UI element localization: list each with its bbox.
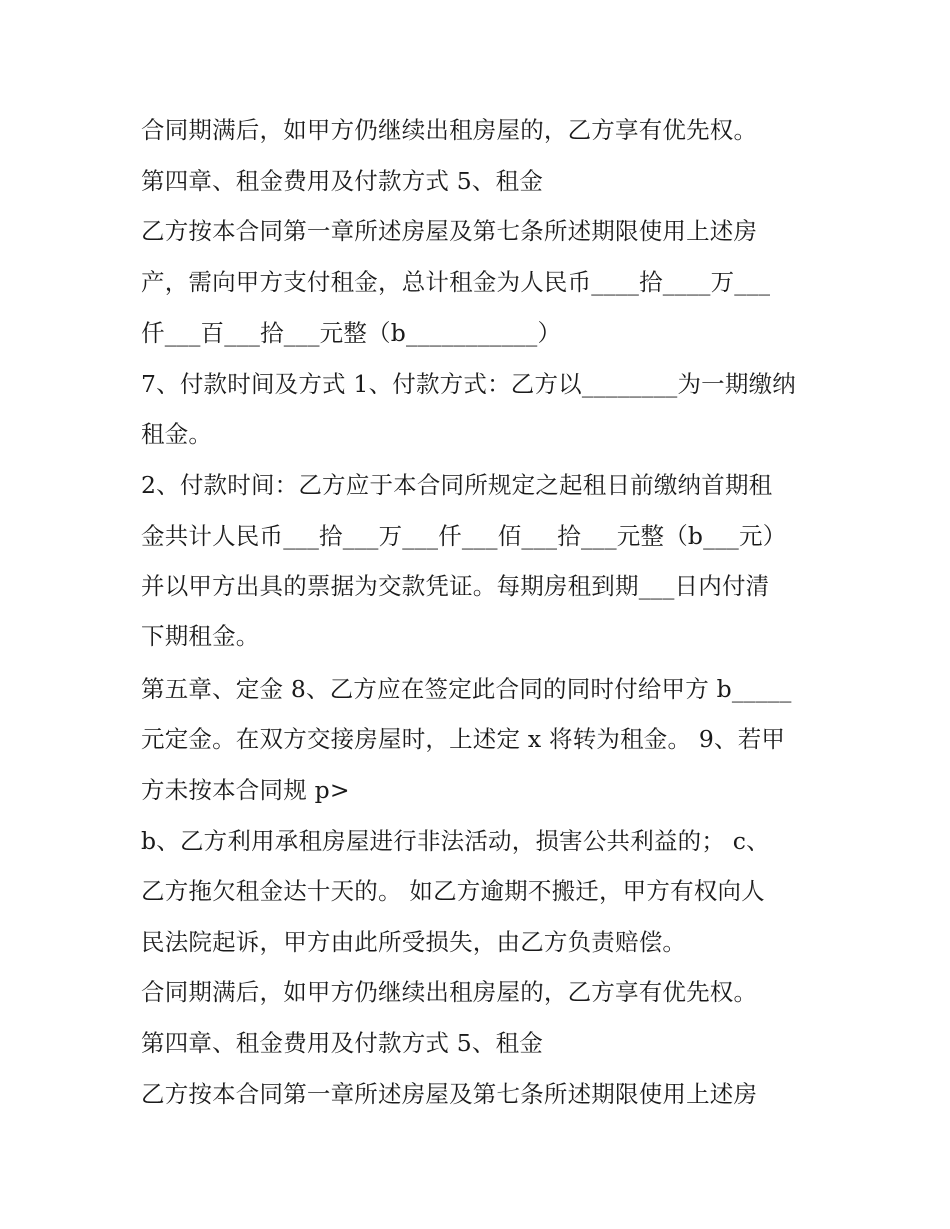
- text-line: 并以甲方出具的票据为交款凭证。每期房租到期___日内付清: [141, 572, 770, 600]
- text-line: b、乙方利用承租房屋进行非法活动，损害公共利益的； c、: [141, 827, 770, 855]
- text-line: 仟___百___拾___元整（b___________）: [141, 319, 562, 347]
- text-line: 合同期满后，如甲方仍继续出租房屋的，乙方享有优先权。: [141, 978, 758, 1006]
- text-line: 第四章、租金费用及付款方式 5、租金: [141, 1029, 544, 1057]
- text-line: 民法院起诉，甲方由此所受损失，由乙方负责赔偿。: [141, 928, 687, 956]
- text-line: 7、付款时间及方式 1、付款方式：乙方以________为一期缴纳: [141, 370, 796, 398]
- text-line: 租金。: [141, 420, 213, 448]
- text-line: 产，需向甲方支付租金，总计租金为人民币____拾____万___: [141, 268, 771, 296]
- text-line: 乙方拖欠租金达十天的。 如乙方逾期不搬迁，甲方有权向人: [141, 877, 765, 905]
- text-line: 元定金。在双方交接房屋时，上述定 x 将转为租金。 9、若甲: [141, 725, 786, 753]
- text-line: 金共计人民币___拾___万___仟___佰___拾___元整（b___元）: [141, 522, 787, 550]
- text-line: 下期租金。: [141, 622, 260, 650]
- text-line: 乙方按本合同第一章所述房屋及第七条所述期限使用上述房: [141, 217, 758, 245]
- text-line: 第五章、定金 8、乙方应在签定此合同的同时付给甲方 b_____: [141, 675, 792, 703]
- text-line: 第四章、租金费用及付款方式 5、租金: [141, 167, 544, 195]
- text-line: 乙方按本合同第一章所述房屋及第七条所述期限使用上述房: [141, 1080, 758, 1108]
- text-line: 方未按本合同规 p>: [141, 776, 350, 804]
- text-line: 2、付款时间：乙方应于本合同所规定之起租日前缴纳首期租: [141, 471, 773, 499]
- text-line: 合同期满后，如甲方仍继续出租房屋的，乙方享有优先权。: [141, 116, 758, 144]
